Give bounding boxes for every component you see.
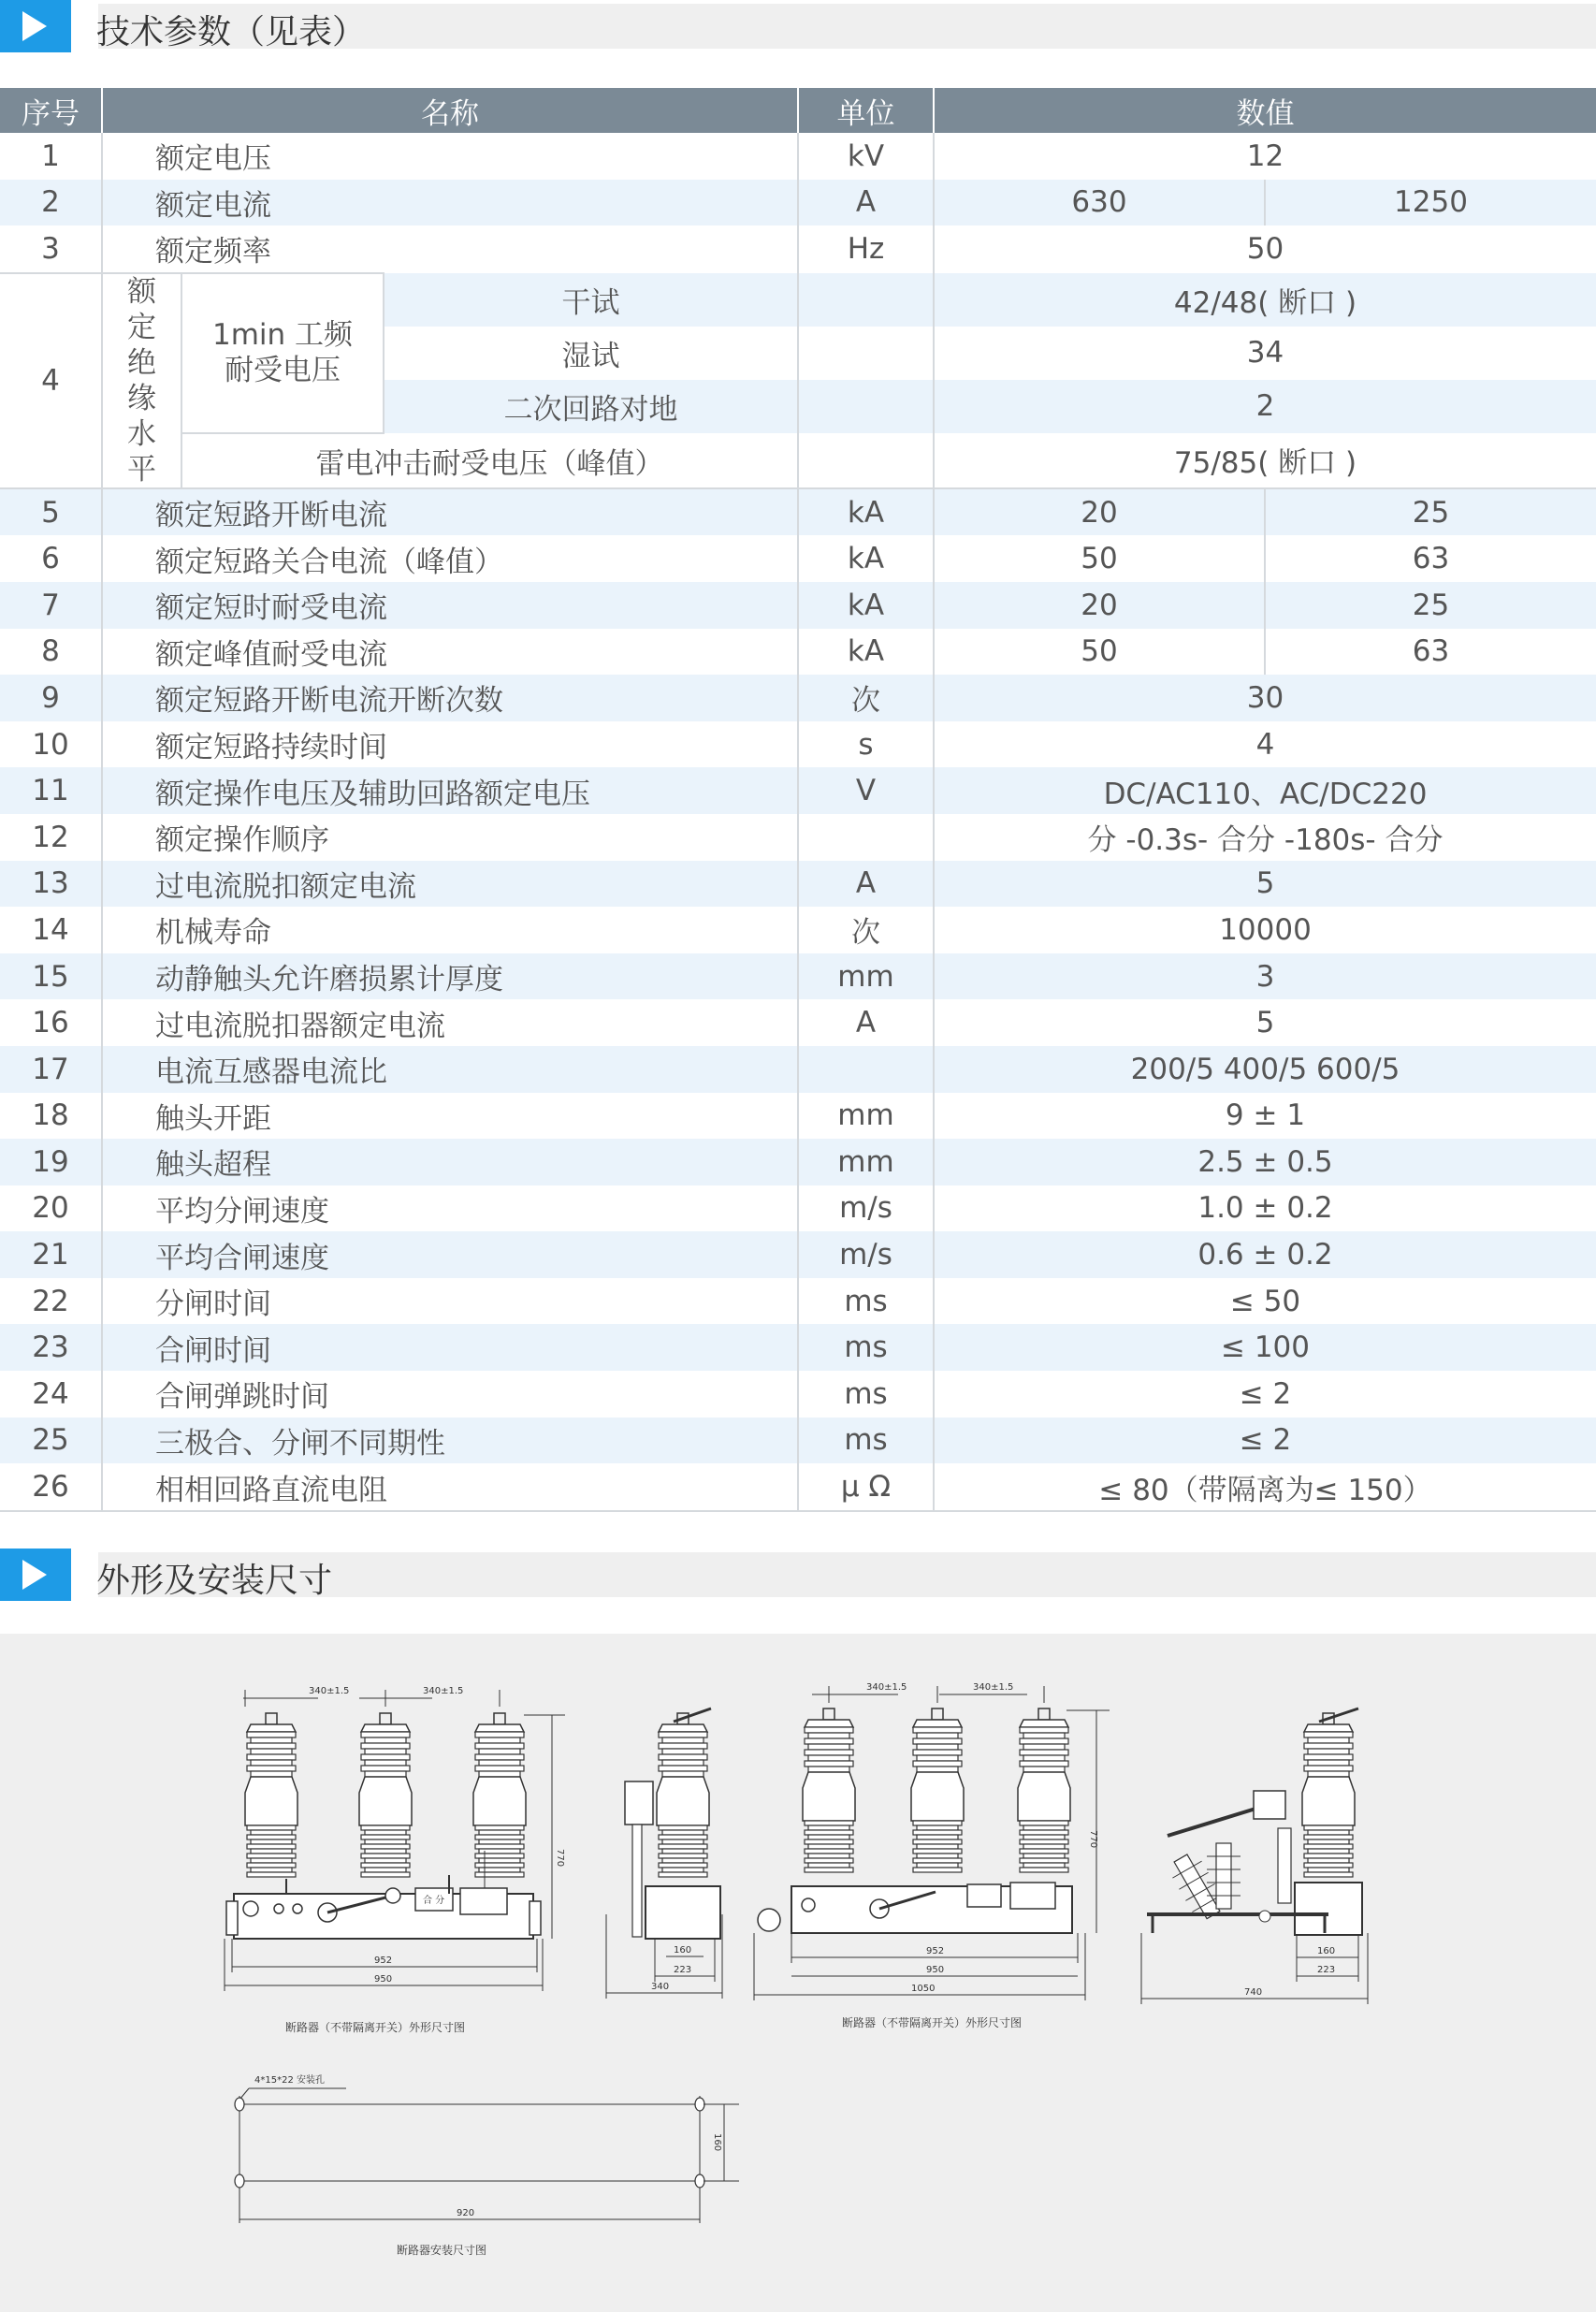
row-name: 动静触头允许磨损累计厚度 — [102, 953, 798, 1000]
row-number: 21 — [0, 1231, 102, 1278]
play-icon — [0, 1549, 71, 1601]
table-row — [0, 1418, 1596, 1464]
dim-pitch-1: 340±1.5 — [309, 1686, 350, 1696]
row-number: 16 — [0, 999, 102, 1046]
table-row — [0, 1046, 1596, 1093]
row-name: 过电流脱扣额定电流 — [102, 861, 798, 908]
row-value: 5 — [1255, 1006, 1275, 1040]
row-unit: kA — [798, 582, 934, 629]
row-value: 分 -0.3s- 合分 -180s- 合分 — [1087, 823, 1444, 858]
row-number: 18 — [0, 1093, 102, 1140]
row-number: 23 — [0, 1324, 102, 1371]
row-unit: kV — [798, 133, 934, 180]
row-number: 17 — [0, 1046, 102, 1093]
row-name: 分闸时间 — [102, 1278, 798, 1325]
dim-340: 340 — [651, 1982, 670, 1992]
row-unit: m/s — [798, 1185, 934, 1232]
row-value-1: 50 — [934, 535, 1265, 582]
section-title: 外形及安装尺寸 — [96, 1562, 333, 1600]
row-number: 5 — [0, 488, 102, 536]
table-row — [0, 1139, 1596, 1185]
play-icon — [0, 0, 71, 52]
dim-950-a: 950 — [374, 1974, 393, 1985]
row-value: 2.5 ± 0.5 — [934, 1139, 1596, 1185]
dim-160-a: 160 — [674, 1945, 692, 1956]
row-group-label: 额定绝缘水平 — [102, 273, 181, 488]
section-header-tech-params — [0, 0, 1596, 52]
dim-223-a: 223 — [674, 1965, 692, 1975]
table-body — [0, 133, 1596, 1511]
row-name: 相相回路直流电阻 — [102, 1463, 798, 1511]
row-unit: μ Ω — [798, 1463, 934, 1511]
row-unit: A — [798, 861, 934, 908]
dim-952-a: 952 — [374, 1956, 393, 1966]
table-row — [0, 721, 1596, 768]
row-value: 200/5 400/5 600/5 — [934, 1046, 1596, 1093]
section-title: 技术参数（见表） — [96, 13, 367, 51]
table-row — [0, 180, 1596, 226]
dim-770-a: 770 — [555, 1849, 565, 1868]
row-name: 额定操作电压及辅助回路额定电压 — [102, 767, 798, 814]
row-value-1: 20 — [934, 488, 1265, 536]
caption-front-view: 断路器（不带隔离开关）外形尺寸图 — [285, 2021, 466, 2034]
header-name: 名称 — [102, 88, 798, 133]
row-value: 10000 — [1219, 912, 1312, 947]
table-row — [0, 1278, 1596, 1325]
row-number: 10 — [0, 721, 102, 768]
row-value: ≤ 50 — [1229, 1284, 1301, 1318]
row-value: 50 — [1246, 232, 1284, 267]
row-number: 22 — [0, 1278, 102, 1325]
row-unit — [798, 327, 934, 380]
row-value-1: 20 — [934, 582, 1265, 629]
row-name: 额定操作顺序 — [102, 814, 798, 861]
row-unit: kA — [798, 488, 934, 536]
table-row — [0, 953, 1596, 1000]
row-number: 12 — [0, 814, 102, 861]
table-row — [0, 433, 1596, 488]
mounting-drawing — [235, 2073, 739, 2257]
row-number: 8 — [0, 629, 102, 676]
row-number: 14 — [0, 907, 102, 953]
header-value: 数值 — [934, 88, 1596, 133]
dim-pitch-2: 340±1.5 — [423, 1686, 464, 1696]
row-unit: V — [798, 767, 934, 814]
row-number: 2 — [0, 180, 102, 226]
table-header-row — [0, 88, 1596, 133]
dim-mount-160: 160 — [712, 2133, 722, 2152]
table-row — [0, 861, 1596, 908]
row-name: 额定电流 — [102, 180, 798, 226]
row-number: 4 — [0, 273, 102, 488]
row-name: 过电流脱扣器额定电流 — [102, 999, 798, 1046]
row-value: 42/48( 断口 ) — [934, 273, 1596, 327]
row-value-1: 50 — [934, 629, 1265, 676]
row-name: 额定频率 — [102, 225, 798, 273]
row-unit: A — [798, 180, 934, 226]
row-subgroup-label: 1min 工频耐受电压 — [181, 273, 384, 433]
row-value: 5 — [934, 861, 1596, 908]
table-row — [0, 907, 1596, 953]
row-unit: mm — [798, 953, 934, 1000]
row-value: 34 — [934, 327, 1596, 380]
dim-1050: 1050 — [911, 1984, 936, 1994]
side-view-drawing — [606, 1709, 722, 1999]
row-name: 平均合闸速度 — [102, 1231, 798, 1278]
row-value: 12 — [1246, 138, 1284, 173]
table-row — [0, 999, 1596, 1046]
row-value: 3 — [934, 953, 1596, 1000]
table-row — [0, 1231, 1596, 1278]
dim-holes: 4*15*22 安装孔 — [254, 2075, 325, 2086]
table-row — [0, 675, 1596, 721]
caption-front-isolator: 断路器（不带隔离开关）外形尺寸图 — [842, 2016, 1023, 2029]
table-row — [0, 1093, 1596, 1140]
row-number: 1 — [0, 133, 102, 180]
row-unit: ms — [798, 1418, 934, 1464]
row-unit: ms — [798, 1278, 934, 1325]
side-view-isolator-drawing — [1141, 1709, 1368, 2004]
row-number: 7 — [0, 582, 102, 629]
dim-770-b: 770 — [1088, 1830, 1098, 1849]
row-number: 3 — [0, 225, 102, 273]
row-name: 额定短路关合电流（峰值） — [102, 535, 798, 582]
row-name: 电流互感器电流比 — [102, 1046, 798, 1093]
row-unit: 次 — [798, 675, 934, 721]
table-row — [0, 225, 1596, 273]
drawing-area — [0, 1634, 1596, 2312]
row-number: 26 — [0, 1463, 102, 1511]
row-number: 25 — [0, 1418, 102, 1464]
dim-920: 920 — [457, 2208, 475, 2218]
table-row — [0, 1324, 1596, 1371]
row-unit: A — [798, 999, 934, 1046]
dim-pitch-3: 340±1.5 — [866, 1682, 907, 1693]
row-value-2: 63 — [1412, 634, 1450, 669]
row-unit: kA — [798, 629, 934, 676]
dim-223-b: 223 — [1317, 1965, 1336, 1975]
panel-label: 合 分 — [423, 1896, 445, 1906]
row-unit: s — [798, 721, 934, 768]
row-number: 15 — [0, 953, 102, 1000]
row-name: 合闸时间 — [102, 1324, 798, 1371]
row-name: 触头超程 — [102, 1139, 798, 1185]
table-row — [0, 629, 1596, 676]
row-name: 平均分闸速度 — [102, 1185, 798, 1232]
row-name: 三极合、分闸不同期性 — [102, 1418, 798, 1464]
row-number: 11 — [0, 767, 102, 814]
front-view-drawing — [225, 1686, 565, 2034]
row-unit — [798, 273, 934, 327]
row-unit: m/s — [798, 1231, 934, 1278]
row-value: 2 — [934, 380, 1596, 433]
row-number: 19 — [0, 1139, 102, 1185]
row-name: 额定短路开断电流 — [102, 488, 798, 536]
row-name: 额定峰值耐受电流 — [102, 629, 798, 676]
row-value: ≤ 2 — [1239, 1376, 1292, 1411]
row-value-2: 25 — [1265, 582, 1596, 629]
row-value: 0.6 ± 0.2 — [934, 1231, 1596, 1278]
row-value: ≤ 80（带隔离为≤ 150） — [934, 1463, 1596, 1511]
table-row — [0, 814, 1596, 861]
row-name: 额定短路开断电流开断次数 — [102, 675, 798, 721]
dim-160-b: 160 — [1317, 1946, 1336, 1956]
row-name: 触头开距 — [102, 1093, 798, 1140]
row-item-label: 雷电冲击耐受电压（峰值） — [181, 433, 798, 488]
table-row — [0, 535, 1596, 582]
row-unit: mm — [798, 1139, 934, 1185]
table-row — [0, 133, 1596, 180]
row-value: 4 — [1255, 727, 1275, 762]
table-row — [0, 273, 1596, 327]
row-value-2: 63 — [1412, 542, 1450, 576]
row-unit: mm — [798, 1093, 934, 1140]
row-unit: Hz — [798, 225, 934, 273]
dimension-drawings — [0, 1634, 1596, 2312]
row-value: ≤ 2 — [934, 1418, 1596, 1464]
row-number: 20 — [0, 1185, 102, 1232]
table-row — [0, 767, 1596, 814]
row-item-label: 干试 — [384, 273, 798, 327]
row-item-label: 二次回路对地 — [384, 380, 798, 433]
row-unit: kA — [798, 535, 934, 582]
row-number: 9 — [0, 675, 102, 721]
section-header-dimensions — [0, 1549, 1596, 1601]
row-value: 75/85( 断口 ) — [934, 433, 1596, 488]
spec-table — [0, 88, 1596, 1512]
table-row — [0, 582, 1596, 629]
row-number: 6 — [0, 535, 102, 582]
table-row — [0, 1463, 1596, 1511]
table-row — [0, 488, 1596, 536]
dim-740: 740 — [1244, 1987, 1263, 1998]
row-name: 额定短时耐受电流 — [102, 582, 798, 629]
front-view-isolator-drawing — [754, 1682, 1110, 2029]
row-unit — [798, 1046, 934, 1093]
row-name: 合闸弹跳时间 — [102, 1371, 798, 1418]
table-row — [0, 1371, 1596, 1418]
row-item-label: 湿试 — [384, 327, 798, 380]
row-value: 1.0 ± 0.2 — [1197, 1191, 1333, 1226]
dim-950-b: 950 — [926, 1965, 945, 1975]
row-value: DC/AC110、AC/DC220 — [934, 767, 1596, 814]
row-number: 13 — [0, 861, 102, 908]
table-row — [0, 1185, 1596, 1232]
dim-pitch-4: 340±1.5 — [973, 1682, 1014, 1693]
header-unit: 单位 — [798, 88, 934, 133]
row-value-2: 25 — [1265, 488, 1596, 536]
row-unit — [798, 814, 934, 861]
row-number: 24 — [0, 1371, 102, 1418]
row-value-2: 1250 — [1265, 180, 1596, 226]
row-unit: ms — [798, 1371, 934, 1418]
row-unit: 次 — [798, 907, 934, 953]
row-name: 额定短路持续时间 — [102, 721, 798, 768]
row-value: 9 ± 1 — [1225, 1098, 1306, 1133]
row-unit — [798, 433, 934, 488]
row-name: 额定电压 — [102, 133, 798, 180]
row-value: ≤ 100 — [934, 1324, 1596, 1371]
row-value: 30 — [934, 675, 1596, 721]
row-unit: ms — [798, 1324, 934, 1371]
caption-mounting: 断路器安装尺寸图 — [397, 2244, 487, 2257]
row-name: 机械寿命 — [102, 907, 798, 953]
header-no: 序号 — [0, 88, 102, 133]
row-value-1: 630 — [934, 180, 1265, 226]
row-unit — [798, 380, 934, 433]
dim-952-b: 952 — [926, 1946, 945, 1956]
